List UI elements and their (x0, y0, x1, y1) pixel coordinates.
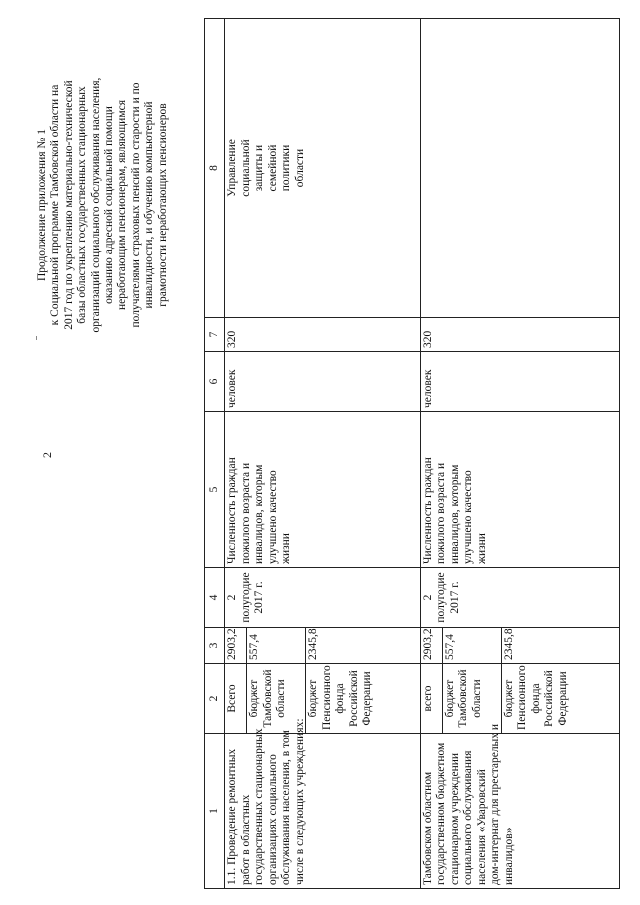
unit-cell: человек (225, 352, 420, 412)
description-line: организациях социального (266, 754, 279, 885)
program-description-cell (420, 723, 619, 889)
value-cell: 320 (420, 318, 619, 352)
executor-line: Управление (226, 139, 239, 197)
period-line: полугодие (435, 572, 448, 623)
funding-source-line: Тамбовской (457, 669, 470, 728)
period-line: полугодие (239, 572, 252, 623)
description-line: дом-интернат для престарелых и (489, 723, 502, 885)
program-description-cell (225, 718, 420, 889)
funding-amount-cell: 2345,8 (306, 628, 420, 664)
indicator-line: пожилого возраста и (435, 462, 448, 564)
heading-line: оказанию адресной социальной помощи (103, 106, 116, 304)
description-line: обслуживания населения, в том (280, 730, 293, 885)
funding-source-cell (420, 664, 442, 734)
indicator-line: инвалидов, которым (253, 464, 266, 564)
column-number-2: 2 (205, 664, 225, 734)
program-table (204, 18, 620, 889)
unit-cell: человек (420, 352, 619, 412)
indicator-line: пожилого возраста и (239, 462, 252, 564)
funding-source-line: области (275, 679, 288, 718)
executor-cell (420, 19, 619, 318)
appendix-heading (36, 45, 170, 365)
heading-line: неработающим пенсионерам, являющимся (116, 100, 129, 311)
funding-source-line: Тамбовской (261, 669, 274, 728)
executor-line: семейной (266, 144, 279, 192)
description-line: работ в областных (239, 794, 252, 885)
description-line: числе в следующих учреждениях: (293, 718, 306, 885)
funding-source-line: Федерации (556, 671, 569, 726)
period-cell (225, 568, 420, 628)
description-line: населения «Уваровский (475, 769, 488, 885)
funding-source-line: Пенсионного (516, 665, 529, 730)
period-cell (420, 568, 619, 628)
description-line: 1.1. Проведение ремонтных (226, 748, 239, 885)
indicator-line: инвалидов, которым (448, 464, 461, 564)
funding-source-line: Российской (347, 670, 360, 727)
funding-source-line: Российской (543, 670, 556, 727)
description-line: инвалидов» (502, 827, 515, 885)
funding-source-cell (306, 664, 420, 734)
table-row (420, 19, 442, 889)
funding-amount-cell: 2903,2 (420, 628, 442, 664)
indicator-line: улучшено качество (462, 470, 475, 564)
indicator-cell (420, 412, 619, 568)
funding-source-line: Федерации (361, 671, 374, 726)
value-cell: 320 (225, 318, 420, 352)
heading-line: получателями страховых пенсий по старости и по (129, 82, 142, 328)
funding-source-line: бюджет (443, 679, 456, 718)
executor-line: защиты и (253, 144, 266, 192)
period-line: 2017 г. (253, 581, 266, 614)
funding-source-line: Всего (226, 684, 239, 713)
heading-line: 2017 год по укреплению материально-технической (62, 80, 75, 330)
funding-source-line: бюджет (502, 679, 515, 718)
heading-line: организаций социального обслуживания населения, (89, 77, 102, 333)
funding-amount-cell: 2345,8 (501, 628, 619, 664)
table-row (225, 19, 247, 889)
funding-source-line: фонда (529, 683, 542, 714)
description-line: социального обслуживания (462, 750, 475, 885)
heading-line: инвалидности, и обучению компьютерной (143, 101, 156, 309)
heading-line: к Социальной программе Тамбовской области на (49, 84, 62, 326)
funding-source-cell (442, 664, 501, 734)
period-line: 2 (421, 594, 434, 601)
funding-amount-cell: 557,4 (247, 628, 306, 664)
heading-line: грамотности неработающих пенсионеров (156, 103, 169, 307)
column-number-8: 8 (205, 19, 225, 318)
funding-source-line: бюджет (248, 679, 261, 718)
indicator-line: улучшено качество (266, 470, 279, 564)
description-line: государственных стационарных (253, 728, 266, 885)
funding-source-line: всего (421, 685, 434, 712)
indicator-line: Численность граждан (421, 457, 434, 564)
funding-amount-cell: 557,4 (442, 628, 501, 664)
indicator-line: жизни (280, 533, 293, 564)
funding-source-cell (225, 664, 247, 734)
column-number-6: 6 (205, 352, 225, 412)
page-number: 2 (40, 452, 54, 458)
table-header-row (205, 19, 225, 889)
column-number-3: 3 (205, 628, 225, 664)
period-line: 2 (226, 594, 239, 601)
indicator-line: Численность граждан (226, 457, 239, 564)
funding-amount-cell: 2903,2 (225, 628, 247, 664)
heading-line: базы областных государственных стационарных (76, 86, 89, 324)
column-number-7: 7 (205, 318, 225, 352)
description-line: государственном бюджетном (435, 742, 448, 885)
description-line: Тамбовском областном (421, 771, 434, 885)
heading-line: Продолжение приложения № 1 (36, 128, 48, 282)
executor-line: социальной (239, 139, 252, 197)
description-line: стационарном учреждении (448, 752, 461, 885)
column-number-1: 1 (205, 734, 225, 889)
indicator-line: жизни (475, 533, 488, 564)
funding-source-line: области (470, 679, 483, 718)
funding-source-line: Пенсионного (320, 665, 333, 730)
executor-line: политики (280, 144, 293, 192)
funding-source-line: фонда (334, 683, 347, 714)
funding-source-line: бюджет (307, 679, 320, 718)
funding-source-cell (501, 664, 619, 734)
executor-line: области (293, 148, 306, 188)
executor-cell (225, 19, 420, 318)
indicator-cell (225, 412, 420, 568)
period-line: 2017 г. (448, 581, 461, 614)
column-number-4: 4 (205, 568, 225, 628)
column-number-5: 5 (205, 412, 225, 568)
